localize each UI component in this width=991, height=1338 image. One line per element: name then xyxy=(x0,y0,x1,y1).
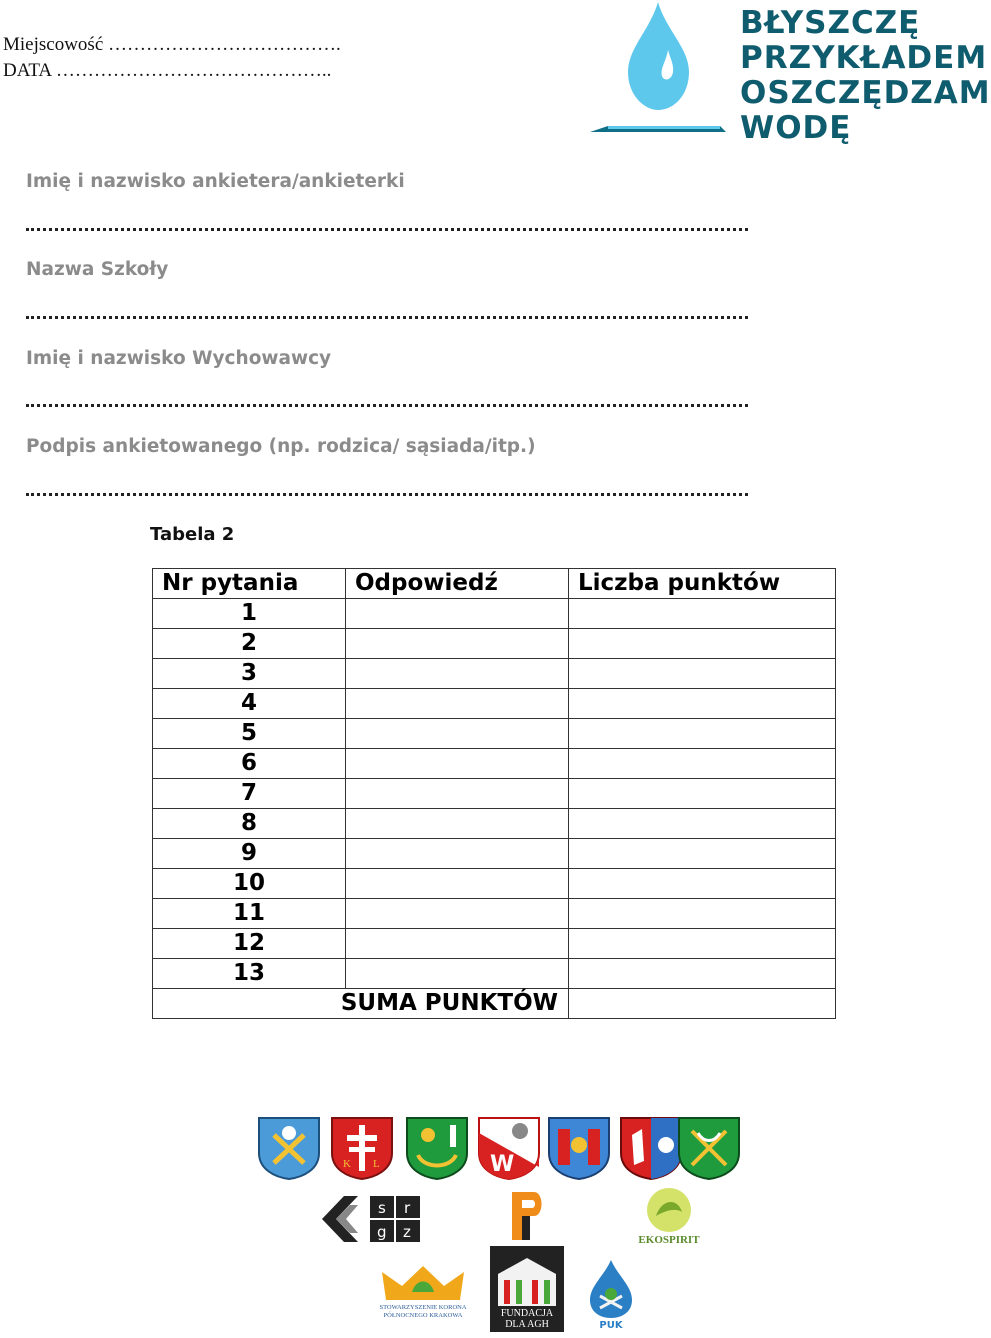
table-row xyxy=(153,659,836,689)
svg-text:L: L xyxy=(373,1158,380,1170)
score-table xyxy=(152,568,836,1019)
question-number: 3 xyxy=(153,659,346,689)
crest-green-crossed-icon xyxy=(676,1115,742,1181)
puk-logo xyxy=(586,1258,636,1334)
points-cell[interactable] xyxy=(569,779,836,809)
table-row xyxy=(153,959,836,989)
question-number: 12 xyxy=(153,929,346,959)
school-name-line[interactable] xyxy=(26,310,748,319)
sum-row xyxy=(153,989,836,1019)
ekospirit-logo xyxy=(628,1186,710,1252)
date-line xyxy=(3,60,331,82)
crest-red-cross-icon xyxy=(329,1115,395,1181)
question-number: 1 xyxy=(153,599,346,629)
puk-text: PUK xyxy=(599,1320,623,1331)
points-cell[interactable] xyxy=(569,599,836,629)
question-number: 8 xyxy=(153,809,346,839)
question-number: 4 xyxy=(153,689,346,719)
svg-text:W: W xyxy=(490,1152,515,1177)
ekospirit-text: EKOSPIRIT xyxy=(638,1234,700,1246)
crest-saints-icon xyxy=(546,1115,612,1181)
p-letter-logo-icon xyxy=(508,1190,546,1242)
answer-cell[interactable] xyxy=(346,959,569,989)
answer-cell[interactable] xyxy=(346,779,569,809)
table-row xyxy=(153,599,836,629)
svg-text:r: r xyxy=(404,1199,411,1217)
table-row xyxy=(153,629,836,659)
table-row xyxy=(153,779,836,809)
table-row xyxy=(153,869,836,899)
place-label: Miejscowość xyxy=(3,34,104,55)
answer-cell[interactable] xyxy=(346,689,569,719)
date-dots: …………………………………….. xyxy=(55,60,332,81)
teacher-name-line[interactable] xyxy=(26,398,748,407)
question-number: 7 xyxy=(153,779,346,809)
signature-line[interactable] xyxy=(26,487,748,496)
sum-points-cell[interactable] xyxy=(569,989,836,1019)
question-number: 2 xyxy=(153,629,346,659)
school-name-label: Nazwa Szkoły xyxy=(26,259,169,280)
crest-blue-keys-icon xyxy=(256,1115,322,1181)
header-answer: Odpowiedź xyxy=(346,569,569,599)
answer-cell[interactable] xyxy=(346,659,569,689)
svg-text:K: K xyxy=(343,1158,351,1170)
slogan-line-2: PRZYKŁADEM xyxy=(740,40,988,76)
crest-eagle-w-icon xyxy=(476,1115,542,1181)
question-number: 10 xyxy=(153,869,346,899)
signature-label: Podpis ankietowanego (np. rodzica/ sąsiada/itp.) xyxy=(26,436,536,457)
teacher-name-label: Imię i nazwisko Wychowawcy xyxy=(26,348,332,369)
place-line xyxy=(3,34,341,56)
points-cell[interactable] xyxy=(569,809,836,839)
interviewer-name-label: Imię i nazwisko ankietera/ankieterki xyxy=(26,171,405,192)
question-number: 5 xyxy=(153,719,346,749)
answer-cell[interactable] xyxy=(346,929,569,959)
points-cell[interactable] xyxy=(569,719,836,749)
table-row xyxy=(153,749,836,779)
campaign-slogan xyxy=(740,6,991,146)
table-row xyxy=(153,809,836,839)
table-row xyxy=(153,689,836,719)
points-cell[interactable] xyxy=(569,959,836,989)
question-number: 9 xyxy=(153,839,346,869)
srgz-logo xyxy=(318,1190,422,1248)
slogan-line-3: OSZCZĘDZAM xyxy=(740,75,991,111)
header-points: Liczba punktów xyxy=(569,569,836,599)
question-number: 11 xyxy=(153,899,346,929)
fundacja-agh-text: FUNDACJA DLA AGH xyxy=(500,1308,554,1330)
table-row xyxy=(153,929,836,959)
answer-cell[interactable] xyxy=(346,809,569,839)
table-row xyxy=(153,839,836,869)
place-dots: ………………………………. xyxy=(108,34,341,55)
answer-cell[interactable] xyxy=(346,899,569,929)
points-cell[interactable] xyxy=(569,629,836,659)
answer-cell[interactable] xyxy=(346,749,569,779)
water-drop-logo xyxy=(588,0,728,140)
sum-label: SUMA PUNKTÓW xyxy=(153,989,569,1019)
svg-text:g: g xyxy=(377,1223,387,1241)
korona-association-text: STOWARZYSZENIE KORONA PÓŁNOCNEGO KRAKOWA xyxy=(379,1304,467,1319)
points-cell[interactable] xyxy=(569,899,836,929)
question-number: 13 xyxy=(153,959,346,989)
header-question-number: Nr pytania xyxy=(153,569,346,599)
water-drop-icon xyxy=(588,0,728,140)
answer-cell[interactable] xyxy=(346,839,569,869)
fundacja-agh-logo xyxy=(490,1246,564,1332)
points-cell[interactable] xyxy=(569,839,836,869)
interviewer-name-line[interactable] xyxy=(26,222,748,231)
table-caption: Tabela 2 xyxy=(150,524,235,545)
answer-cell[interactable] xyxy=(346,869,569,899)
points-cell[interactable] xyxy=(569,659,836,689)
crest-split-red-blue-icon xyxy=(618,1115,684,1181)
korona-association-logo xyxy=(376,1264,470,1330)
points-cell[interactable] xyxy=(569,869,836,899)
slogan-line-4: WODĘ xyxy=(740,110,852,146)
crest-green-wreath-icon xyxy=(404,1115,470,1181)
points-cell[interactable] xyxy=(569,689,836,719)
date-label: DATA xyxy=(3,60,52,81)
svg-text:s: s xyxy=(378,1199,386,1217)
table-row xyxy=(153,719,836,749)
answer-cell[interactable] xyxy=(346,599,569,629)
slogan-line-1: BŁYSZCZĘ xyxy=(740,5,921,41)
points-cell[interactable] xyxy=(569,929,836,959)
svg-text:z: z xyxy=(403,1223,411,1241)
answer-cell[interactable] xyxy=(346,629,569,659)
table-header-row xyxy=(153,569,836,599)
answer-cell[interactable] xyxy=(346,719,569,749)
question-number: 6 xyxy=(153,749,346,779)
table-row xyxy=(153,899,836,929)
points-cell[interactable] xyxy=(569,749,836,779)
